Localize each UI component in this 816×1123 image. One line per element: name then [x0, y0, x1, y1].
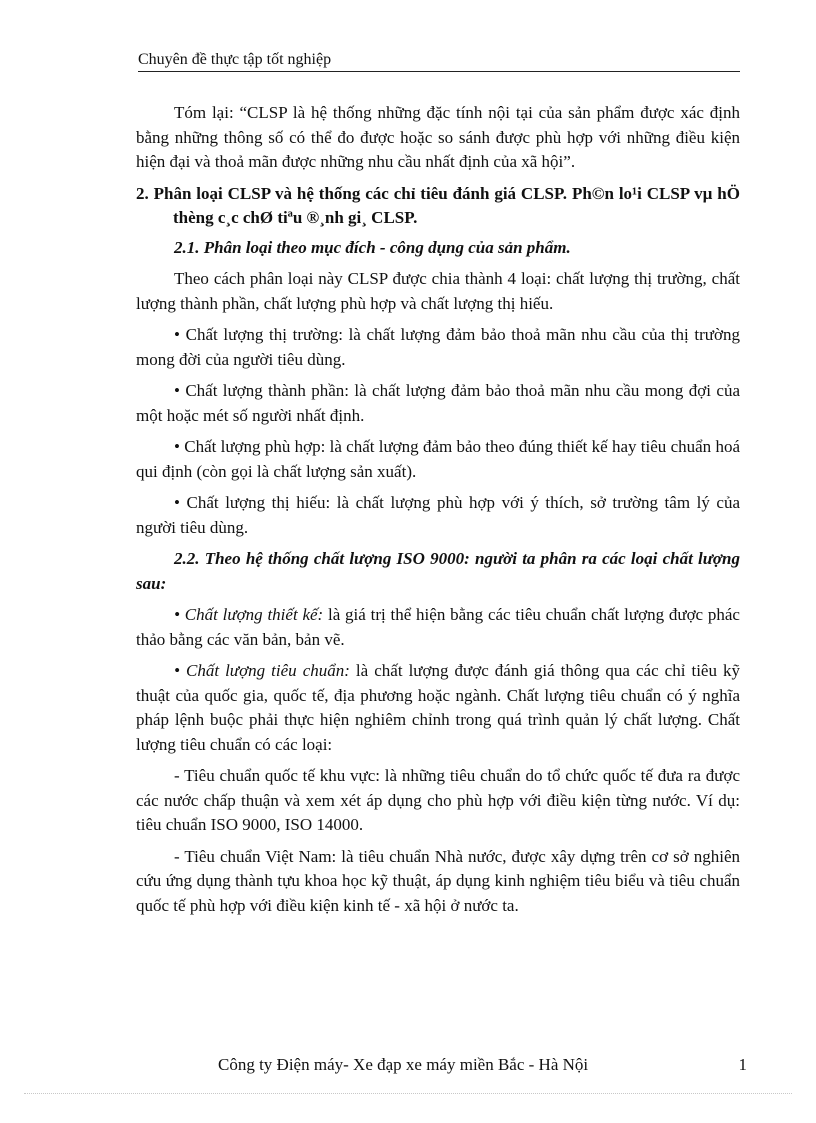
- bullet-taste-quality: • Chất lượng thị hiếu: là chất lượng phù hợp với ý thích, sở trường tâm lý của người tiêu dùng.: [136, 493, 740, 537]
- standard-quality-term: • Chất lượng tiêu chuẩn:: [174, 661, 350, 680]
- page-header: [138, 50, 740, 72]
- section-2-1-heading: 2.1. Phân loại theo mục đích - công dụng của sản phẩm.: [174, 237, 571, 257]
- section-2-2-heading: 2.2. Theo hệ thống chất lượng ISO 9000: người ta phân ra các loại chất lượng sau:: [136, 549, 740, 593]
- document-title: Chuyên đề thực tập tốt nghiệp: [138, 51, 332, 68]
- bullet-conformance-quality: • Chất lượng phù hợp: là chất lượng đảm bảo theo đúng thiết kế hay tiêu chuẩn hoá qui định (còn gọi là chất lượng sản xuất).: [136, 437, 740, 481]
- standard-quality-text: là chất lượng được đánh giá thông qua các chỉ tiêu kỹ thuật của quốc gia, quốc tế, địa phương hoặc ngành. Chất lượng tiêu chuẩn có ý nghĩa pháp lệnh buộc phải thực hiện nghiêm chỉnh trong quá trình quản lý chất lượng. Chất lượng tiêu chuẩn có các loại:: [136, 661, 740, 754]
- bullet-market-quality: • Chất lượng thị trường: là chất lượng đảm bảo thoả mãn nhu cầu của thị trường mong đời của người tiêu dùng.: [136, 325, 740, 369]
- design-quality-paragraph: [136, 603, 740, 652]
- design-quality-text: là giá trị thể hiện bằng các tiêu chuẩn chất lượng được phác thảo bằng các văn bản, bản vẽ.: [136, 605, 740, 649]
- international-standard-paragraph: - Tiêu chuẩn quốc tế khu vực: là những tiêu chuẩn do tổ chức quốc tế đưa ra được các nước chấp thuận và xem xét áp dụng cho phù hợp với điều kiện từng nước. Ví dụ: tiêu chuẩn ISO 9000, ISO 14000.: [136, 766, 740, 834]
- design-quality-term: • Chất lượng thiết kế:: [174, 605, 324, 624]
- bullet-component-quality: • Chất lượng thành phần: là chất lượng đảm bảo thoả mãn nhu cầu mong đợi của một hoặc mét số người nhất định.: [136, 381, 740, 425]
- section-2-1-intro: Theo cách phân loại này CLSP được chia thành 4 loại: chất lượng thị trường, chất lượng thành phần, chất lượng phù hợp và chất lượng thị hiếu.: [136, 269, 740, 313]
- section-2-heading: 2. Phân loại CLSP và hệ thống các chỉ tiêu đánh giá CLSP. Ph©n lo¹i CLSP vµ hÖ thèng c¸c chØ tiªu ®¸nh gi¸ CLSP.: [136, 183, 740, 227]
- page-number: 1: [738, 1055, 747, 1074]
- page-bottom-edge: [24, 1093, 792, 1094]
- summary-paragraph: Tóm lại: “CLSP là hệ thống những đặc tính nội tại của sản phẩm được xác định bằng những thông số có thể đo được hoặc so sánh được phù hợp với những điều kiện hiện đại và thoả mãn được những nhu cầu nhất định của xã hội”.: [136, 103, 740, 171]
- vietnam-standard-paragraph: - Tiêu chuẩn Việt Nam: là tiêu chuẩn Nhà nước, được xây dựng trên cơ sở nghiên cứu ứng dụng thành tựu khoa học kỹ thuật, áp dụng kinh nghiệm tiêu biểu và tiêu chuẩn quốc tế phù hợp với điều kiện kinh tế - xã hội ở nước ta.: [136, 846, 740, 915]
- standard-quality-paragraph: [136, 659, 740, 757]
- footer-company: Công ty Điện máy- Xe đạp xe máy miền Bắc - Hà Nội: [218, 1055, 589, 1074]
- document-body: [136, 101, 740, 925]
